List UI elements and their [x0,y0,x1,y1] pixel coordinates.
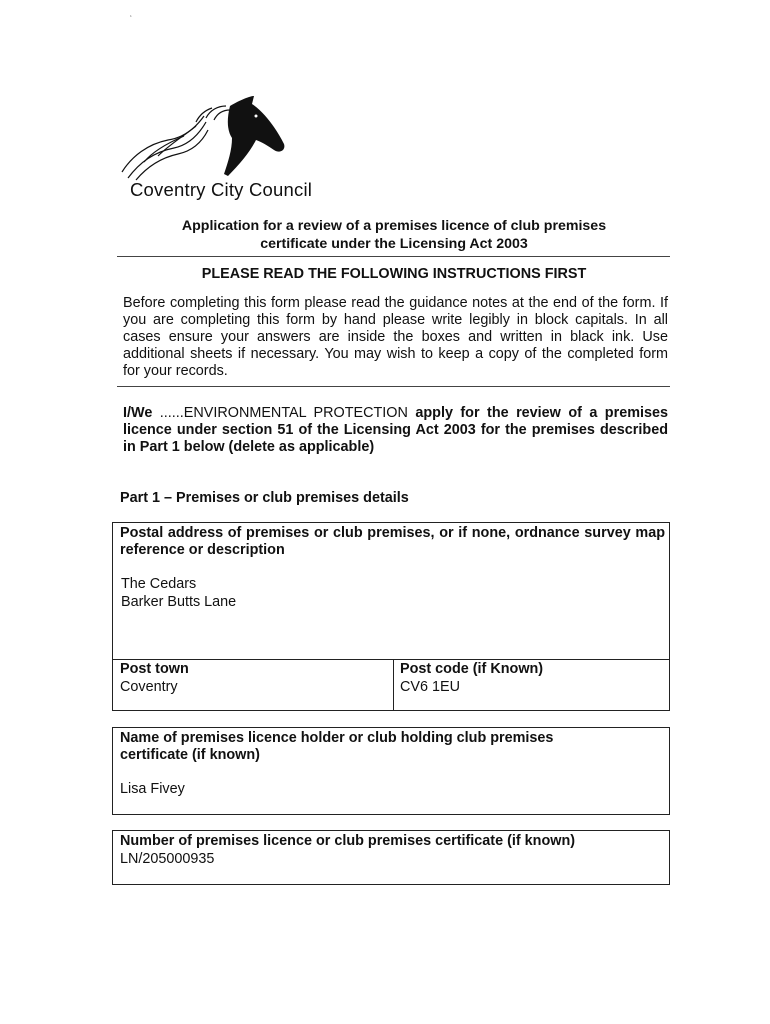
holder-label: Name of premises licence holder or club holding club premises certificate (if known) [120,730,554,763]
licence-number-box [112,830,670,885]
divider [117,386,670,387]
divider [117,256,670,257]
holder-field[interactable]: Lisa Fivey [120,781,185,797]
licence-number-label: Number of premises licence or club premises certificate (if known) [120,833,576,849]
application-prefix: I/We [123,405,153,421]
address-box-divider [113,659,669,660]
licence-holder-box [112,727,670,815]
premises-address-box [112,522,670,711]
instructions-heading: PLEASE READ THE FOLLOWING INSTRUCTIONS FIRST [201,266,587,282]
form-title-line-1: Application for a review of a premises licence of club premises [181,218,607,234]
council-logo [118,92,298,182]
post-town-label: Post town [120,661,189,677]
post-code-field[interactable]: CV6 1EU [400,679,460,695]
address-label: Postal address of premises or club premises, or if none, ordnance survey map reference or description [120,525,665,558]
post-town-field[interactable]: Coventry [120,679,178,695]
post-field-divider [393,660,394,710]
form-title-line-2: certificate under the Licensing Act 2003 [260,236,528,252]
applicant-name: ......ENVIRONMENTAL PROTECTION [159,405,408,421]
post-code-label: Post code (if Known) [400,661,544,677]
licence-number-field[interactable]: LN/205000935 [120,851,215,867]
organization-name: Coventry City Council [130,179,313,200]
instructions-text: Before completing this form please read the guidance notes at the end of the form. If you are completing this form by hand please write legibly in block capitals. In all cases ensure your answers are inside the boxes and written in black ink. Use additional sheets if necessary. You may wish to keep a copy of the completed form for your records. [123,295,668,379]
scan-speck: ‘ [130,14,132,23]
application-text: apply for the review of a premises licence under section 51 of the Licensing Act 2003 for the premises described in Part 1 below (delete as applicable) [123,405,668,455]
address-line-2[interactable]: Barker Butts Lane [121,594,237,610]
application-statement [123,405,668,456]
part1-heading: Part 1 – Premises or club premises details [120,490,409,506]
address-line-1[interactable]: The Cedars [121,576,197,592]
